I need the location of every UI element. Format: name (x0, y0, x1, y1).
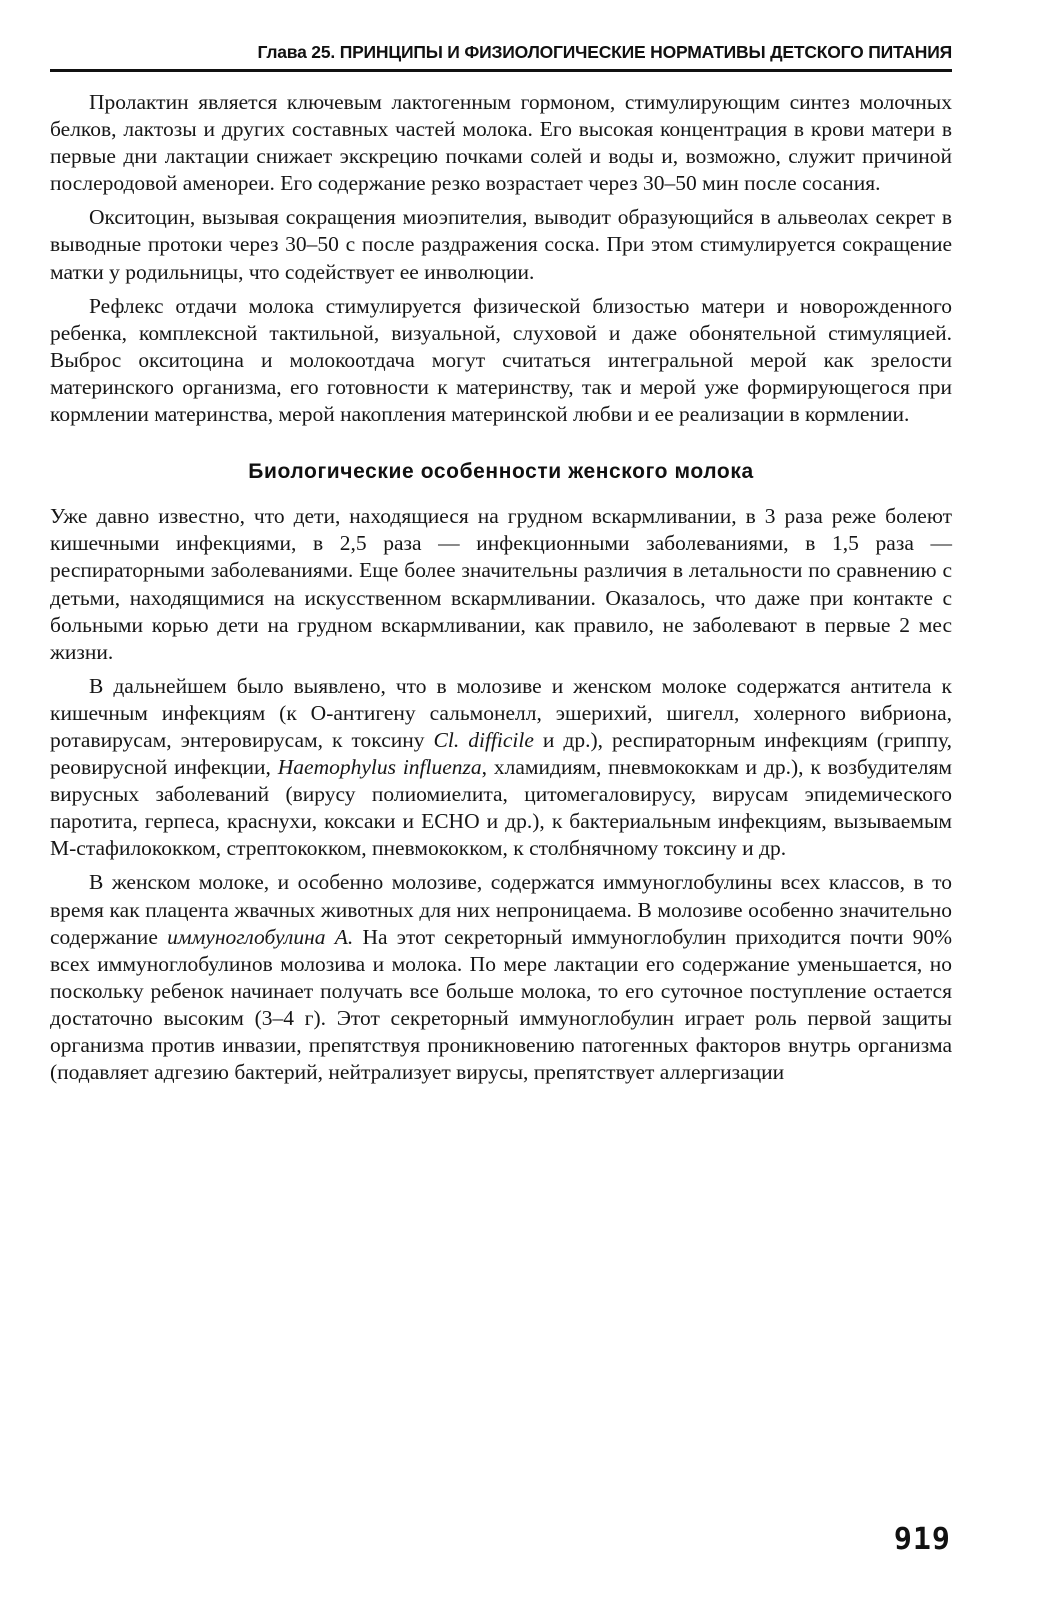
antibodies-text-1: В дальнейшем было выявлено, что в молозиве и женском молоке содержатся антитела к кишечным инфекциям (к О-антигену сальмонелл, эшерихий, шигелл, холерного вибриона, ротавирусам, энтеровирусам, к токсину (50, 673, 952, 752)
immunoglobulins-text-2: На этот секреторный иммуноглобулин приходится почти 90% всех иммуноглобулинов молозива и молока. По мере лактации его содержание уменьшается, но поскольку ребенок начинает получать все больше молока, то его суточное поступление остается достаточно высоким (3–4 г). Этот секреторный иммуноглобулин играет роль первой защиты организма против инвазии, препятствуя проникновению патогенных факторов внутрь организма (подавляет адгезию бактерий, нейтрализует вирусы, препятствует аллергизации (50, 924, 953, 1085)
running-header: Глава 25. ПРИНЦИПЫ И ФИЗИОЛОГИЧЕСКИЕ НОРМАТИВЫ ДЕТСКОГО ПИТАНИЯ (257, 42, 952, 62)
antibodies-italic-1: Cl. difficile (433, 727, 534, 752)
paragraph-immunoglobulins (50, 869, 952, 1086)
paragraph-oxytocin: Окситоцин, вызывая сокращения миоэпителия, выводит образующийся в альвеолах секрет в выводные протоки через 30–50 с после раздражения соска. При этом стимулируется сокращение матки у родильницы, что содействует ее инволюции. (50, 205, 952, 284)
body-text (50, 89, 952, 1086)
immunoglobulins-text-1: В женском молоке, и особенно молозиве, содержатся иммуноглобулины всех классов, в то время как плацента жвачных животных для них непроницаема. В молозиве особенно значительно содержание (50, 870, 952, 949)
section-heading: Биологические особенности женского молока (248, 460, 754, 484)
paragraph-breastfeeding-morbidity: Уже давно известно, что дети, находящиеся на грудном вскармливании, в 3 раза реже болеют кишечными инфекциями, в 2,5 раза — инфекционными заболеваниями, в 1,5 раза — респираторными заболеваниями. Еще более значительны различия в летальности по сравнению с детьми, находящимися на искусственном вскармливании. Оказалось, что даже при контакте с больными корью дети на грудном вскармливании, как правило, не заболевают в первые 2 мес жизни. (50, 504, 952, 664)
paragraph-antibodies (50, 673, 952, 863)
header-rule (50, 69, 952, 72)
paragraph-milk-reflex: Рефлекс отдачи молока стимулируется физической близостью матери и новорожденного ребенка, комплексной тактильной, визуальной, слуховой и даже обонятельной стимуляцией. Выброс окситоцина и молокоотдача могут считаться интегральной мерой как зрелости материнского организма, его готовности к материнству, так и мерой уже формирующегося при кормлении материнства, мерой накопления материнской любви и ее реализации в кормлении. (50, 293, 952, 427)
paragraph-prolactin: Пролактин является ключевым лактогенным гормоном, стимулирующим синтез молочных белков, лактозы и других составных частей молока. Его высокая концентрация в крови матери в первые дни лактации снижает экскрецию почками солей и воды и, возможно, служит причиной послеродовой аменореи. Его содержание резко возрастает через 30–50 мин после сосания. (50, 90, 952, 196)
antibodies-text-2: и др.), респираторным инфекциям (гриппу, реовирусной инфекции, (50, 727, 952, 780)
antibodies-text-3: , хламидиям, пневмококкам и др.), к возбудителям вирусных заболеваний (вирусу полиомиелита, цитомегаловирусу, вирусам эпидемического паротита, герпеса, краснухи, коксаки и ECHO и др.), к бактериальным инфекциям, вызываемым М-стафилококком, стрептококком, пневмококком, к столбнячному токсину и др. (50, 755, 952, 861)
immunoglobulins-italic-1: иммуноглобулина А. (167, 924, 354, 949)
page-number: 919 (893, 1522, 951, 1557)
antibodies-italic-2: Haemophylus influenza (277, 755, 482, 780)
book-page (50, 42, 952, 1093)
